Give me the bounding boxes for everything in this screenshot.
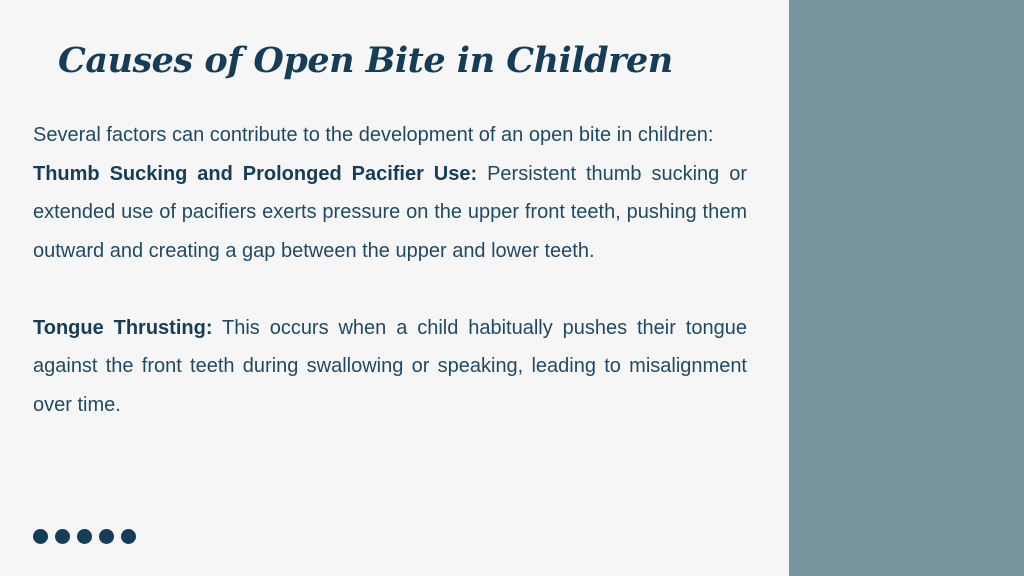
paragraph-spacer	[33, 270, 747, 309]
cause-term: Thumb Sucking and Prolonged Pacifier Use:	[33, 162, 478, 185]
cause-term: Tongue Thrusting:	[33, 316, 213, 339]
cause-description: This occurs when a child habitually pushes their tongue against the front teeth during swallowing or speaking, leading to misalignment over time.	[33, 316, 747, 416]
side-panel	[789, 0, 1024, 576]
intro-paragraph: Several factors can contribute to the development of an open bite in children:	[33, 124, 714, 146]
dot-icon	[121, 529, 136, 544]
dot-icon	[33, 529, 48, 544]
slide-title: Causes of Open Bite in Children	[58, 40, 673, 81]
dot-icon	[55, 529, 70, 544]
dot-icon	[77, 529, 92, 544]
decorative-dots	[33, 529, 136, 544]
cause-paragraph-tongue-thrusting	[33, 309, 747, 425]
dot-icon	[99, 529, 114, 544]
body-text	[33, 116, 747, 424]
cause-description: Persistent thumb sucking or extended use of pacifiers exerts pressure on the upper front teeth, pushing them outward and creating a gap between the upper and lower teeth.	[33, 162, 747, 262]
cause-paragraph-thumb-sucking	[33, 155, 747, 271]
